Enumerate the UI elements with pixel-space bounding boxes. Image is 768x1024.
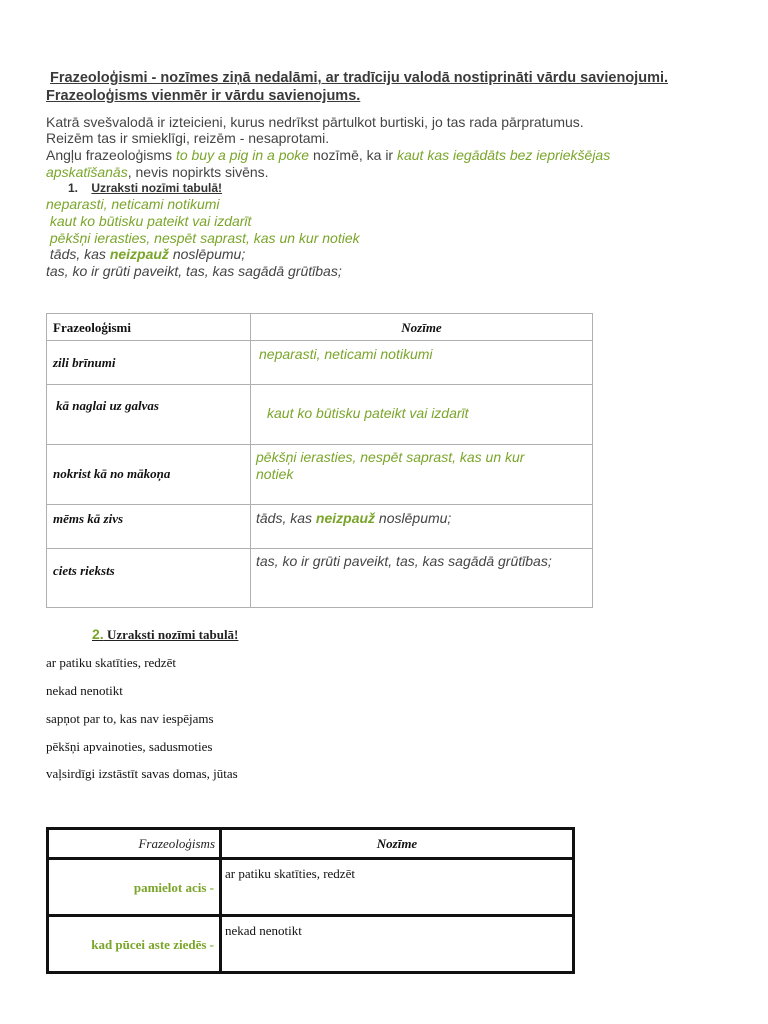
task2-heading [92,626,238,643]
intro-text: Angļu frazeoloģisms [46,147,176,163]
idiom-meaning: kaut kas iegādāts bez iepriekšējas [396,147,611,163]
task1-number: 1. [68,181,79,195]
phraseology-table-1 [46,313,593,608]
table-row [47,505,593,549]
meaning-cell[interactable] [251,505,593,549]
task1-option-1: neparasti, neticami notikumi [46,196,220,212]
table-row [48,916,574,973]
intro-line-3 [46,147,610,163]
task2-option-2: nekad nenotikt [46,683,123,698]
task2-title: Uzraksti nozīmi tabulā! [103,627,239,642]
header-label: Nozīme [376,836,418,851]
option-highlight: neizpauž [109,246,169,262]
table-row [48,859,574,916]
meaning-text: notiek [256,466,294,482]
meaning-cell[interactable] [251,549,593,608]
meaning-text: ar patiku skatīties, redzēt [225,866,355,881]
task1-option-2: kaut ko būtisku pateikt vai izdarīt [46,213,252,229]
meaning-text: pēkšņi ierasties, nespēt saprast, kas un kur [256,449,525,465]
heading-line-1: Frazeoloģismi - nozīmes ziņā nedalāmi, ar tradīciju valodā nostiprināti vārdu savienojumi. [50,70,669,86]
meaning-cell[interactable] [251,341,593,385]
task1-title: Uzraksti nozīmi tabulā! [91,181,223,195]
phrase-text: nokrist kā no mākoņa [53,466,171,481]
table-row [47,385,593,445]
table-header-cell [47,314,251,341]
meaning-cell[interactable] [251,445,593,505]
meaning-cell[interactable] [251,385,593,445]
header-label: Frazeoloģismi [53,320,131,335]
task1-option-4 [46,246,245,262]
task2-option-1: ar patiku skatīties, redzēt [46,655,176,670]
intro-text: nozīmē, ka ir [309,147,397,163]
meaning-text: tas, ko ir grūti paveikt, tas, kas sagādā grūtības; [256,553,552,569]
phrase-cell [47,385,251,445]
phrase-cell [47,445,251,505]
intro-text: , nevis nopirkts sivēns. [127,164,269,180]
intro-line-1: Katrā svešvalodā ir izteicieni, kurus nedrīkst pārtulkot burtiski, jo tas rada pārpratumus. [46,114,584,130]
meaning-cell[interactable] [221,916,574,973]
header-label: Frazeoloģisms [138,836,215,851]
phrase-text: pamielot acis - [133,880,214,895]
phrase-cell [48,916,221,973]
intro-line-4 [46,164,269,180]
task2-option-3: sapņot par to, kas nav iespējams [46,711,214,726]
table-header-cell [48,829,221,859]
meaning-cell[interactable] [221,859,574,916]
idiom-meaning-cont: apskatīšanās [46,164,128,180]
phrase-cell [47,549,251,608]
phrase-cell [47,341,251,385]
task2-option-4: pēkšņi apvainoties, sadusmoties [46,739,213,754]
meaning-text: noslēpumu; [375,510,452,526]
meaning-highlight: neizpauž [315,510,376,526]
meaning-text: kaut ko būtisku pateikt vai izdarīt [267,405,469,421]
phraseology-table-2 [46,827,575,974]
header-label: Nozīme [401,320,442,335]
heading-line-2: Frazeoloģisms vienmēr ir vārdu savienojums. [46,88,361,104]
table-header-cell [221,829,574,859]
table-row [47,549,593,608]
task1-heading [68,181,222,195]
table-row [47,341,593,385]
phrase-cell [48,859,221,916]
phrase-text: zili brīnumi [53,355,116,370]
table-header-row [47,314,593,341]
phrase-text: kad pūcei aste ziedēs - [91,937,214,952]
meaning-text: tāds, kas [256,510,316,526]
task2-option-5: vaļsirdīgi izstāstīt savas domas, jūtas [46,766,238,781]
meaning-text: neparasti, neticami notikumi [259,346,433,362]
table-header-row [48,829,574,859]
meaning-text: nekad nenotikt [225,923,302,938]
phrase-text: ciets rieksts [53,563,115,578]
option-text: noslēpumu; [168,246,246,262]
phrase-text: kā naglai uz galvas [56,398,159,413]
option-text: tāds, kas [46,246,110,262]
phrase-cell [47,505,251,549]
table-header-cell [251,314,593,341]
table-row [47,445,593,505]
english-idiom: to buy a pig in a poke [175,147,310,163]
task2-number: 2. [92,626,104,642]
phrase-text: mēms kā zivs [53,511,124,526]
task1-option-3: pēkšņi ierasties, nespēt saprast, kas un kur notiek [46,230,360,246]
task1-option-5: tas, ko ir grūti paveikt, tas, kas sagādā grūtības; [46,263,342,279]
intro-line-2: Reizēm tas ir smieklīgi, reizēm - nesaprotami. [46,130,330,146]
